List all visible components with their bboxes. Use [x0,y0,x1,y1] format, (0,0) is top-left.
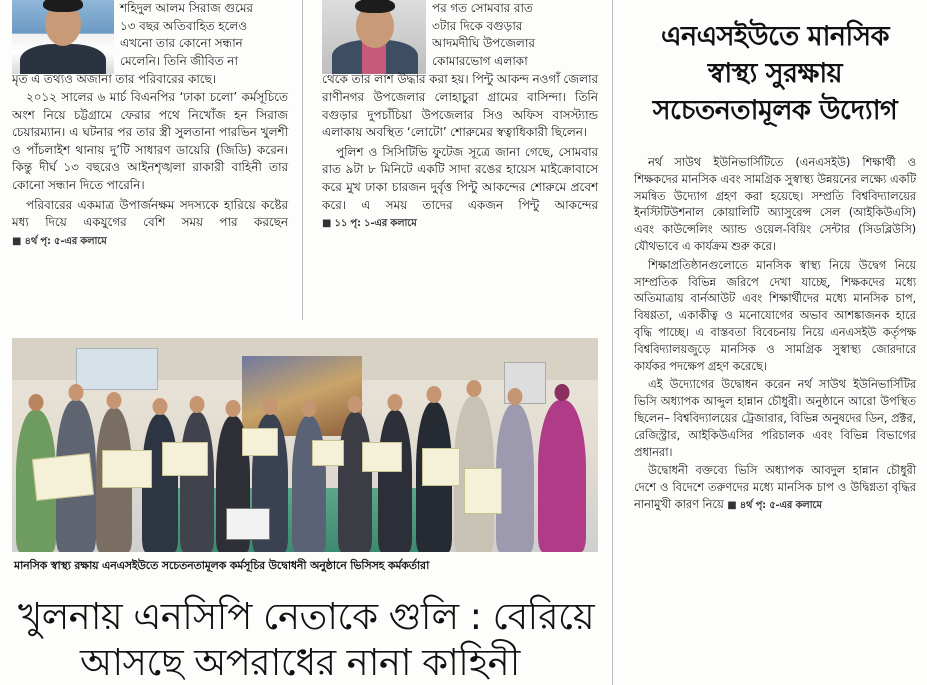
photo-caption: মানসিক স্বাস্থ্য রক্ষায় এনএসইউতে সচেতনতামূলক কর্মসূচির উদ্বোধনী অনুষ্ঠানে ভিসিসহ কর্মকর্তারা [14,559,430,572]
right-story-para: শিক্ষাপ্রতিষ্ঠানগুলোতে মানসিক স্বাস্থ্য নিয়ে উদ্বেগ নিয়ে সাম্প্রতিক বিভিন্ন জরিপে দেখা যাচ্ছে, শিক্ষকদের মধ্যে অতিমাত্রায় বার্নআউট এবং শিক্ষার্থীদের মধ্যে মানসিক চাপ, বিষণ্ণতা, একাকীত্ব ও মনোযোগের অভাব আশঙ্কাজনক হারে বৃদ্ধি পাচ্ছে। এ বাস্তবতা বিবেচনায় নিয়ে এনএসইউ কর্তৃপক্ষ বিশ্ববিদ্যালয়জুড়ে মানসিক ও সামগ্রিক সুস্বাস্থ্য জোরদারে কার্যকর পদক্ষেপ গ্রহণ করেছে। [634,257,916,373]
right-story-para: এই উদ্যোগের উদ্বোধন করেন নর্থ সাউথ ইউনিভার্সিটির ভিসি অধ্যাপক আব্দুল হান্নান চৌধুরী। অনুষ্ঠানে আরো উপস্থিত ছিলেন– বিশ্ববিদ্যালয়ের ট্রেজারার, বিভিন্ন অনুষদের ডিন, প্রক্টর, রেজিস্ট্রার, আইকিউএসির পরিচালক এবং বিভিন্ন বিভাগের প্রধানরা। [634,377,916,459]
column-rule [612,0,613,685]
bottom-headline [18,594,602,685]
right-story-para: উদ্বোধনী বক্তব্যে ভিসি অধ্যাপক আবদুল হান্নান চৌধুরী দেশে ও বিদেশে তরুণদের মধ্যে মানসিক চাপ ও উদ্বিগ্নতা বৃদ্ধির নানামুখী কারণ নিয়ে ■ ৪র্থ পৃ: ৫-এর কলামে [634,463,916,511]
middle-story-para: পুলিশ ও সিসিটিভি ফুটেজ সূত্রে জানা গেছে, সোমবার রাত ৯টা ৮ মিনিটে একটি সাদা রঙের হায়েস মাইক্রোবাসে করে মুখ ঢাকা চারজন দুর্বৃত্ত পিন্টু আকন্দের শোরুমে প্রবেশ করে। এ সময় তাদের একজন পিন্টু আকন্দের ■ ১১ পৃ: ১-এর কলামে [322,144,598,230]
right-story [634,154,916,515]
continued-marker: ■ ৪র্থ পৃ: ৫-এর কলামে [12,235,107,247]
middle-story-line: পর গত সোমবার রাত [432,1,533,15]
middle-story-line: আদমদীঘি উপজেলার [432,36,535,51]
left-story-para: মৃত এ তথ্যও অজানা তার পরিবারের কাছে। [12,72,216,87]
left-story-para: ২০১২ সালের ৬ মার্চ বিএনপির ‘ঢাকা চলো’ কর্মসূচিতে অংশ নিয়ে চট্টগ্রামে ফেরার পথে নিখোঁজ হন সিরাজ চেয়ারম্যান। এ ঘটনার পর তার স্ত্রী সুলতানা পারভিন খুলশী ও পাঁচলাইশ থানায় দু’টি সাধারণ ডায়েরি (জিডি) করেন। কিন্তু দীর্ঘ ১৩ বছরেও আইনশৃঙ্খলা রাকারী বাহিনী তার কোনো সন্ধান দিতে পারেনি। [12,89,288,192]
middle-story-para: থেকে তার লাশ উদ্ধার করা হয়। পিন্টু আকন্দ নওগাঁ জেলার রাণীনগর উপজেলার লোহাচুরা গ্রামের বাসিন্দা। তিনি বগুড়ার দুপচাঁচিয়া উপজেলার সিও অফিস বাসস্ট্যান্ড এলাকায় অবস্থিত ‘লোটো’ শোরুমের স্বত্বাধিকারী ছিলেন। [322,72,598,140]
column-rule [302,0,303,320]
middle-story-line: কোমারভোগ এলাকা [432,53,528,68]
continued-marker: ■ ১১ পৃ: ১-এর কলামে [322,218,417,230]
right-story-para: নর্থ সাউথ ইউনিভার্সিটিতে (এনএসইউ) শিক্ষার্থী ও শিক্ষকদের মানসিক এবং সামগ্রিক সুস্বাস্থ্য উন্নয়নের লক্ষ্যে একটি সমন্বিত উদ্যোগ গ্রহণ করা হয়েছে। সম্প্রতি বিশ্ববিদ্যালয়ের ইনস্টিটিউশনাল কোয়ালিটি অ্যাসুরেন্স সেল (আইকিউএসি) এবং কাউন্সেলিং অ্যান্ড ওয়েল-বিয়িং সেন্টার (সিডব্লিউসি) যৌথভাবে এ কার্যক্রম শুরু করে। [634,155,916,253]
middle-story [322,0,598,233]
right-story-headline: এনএসইউতে মানসিক স্বাস্থ্য সুরক্ষায় সচেতনতামূলক উদ্যোগ [652,21,898,126]
continued-marker: ■ ৪র্থ পৃ: ৫-এর কলামে [727,499,822,511]
left-story-line: শহিদুল আলম সিরাজ গুমের [120,1,253,15]
middle-story-line: ৩টার দিকে বগুড়ার [432,18,523,33]
left-story [12,0,288,250]
left-story-para: পরিবারের একমাত্র উপার্জনক্ষম সদস্যকে হারিয়ে কষ্টের মধ্য দিয়ে একযুগের বেশি সময় পার করছেন ■ ৪র্থ পৃ: ৫-এর কলামে [12,197,288,247]
left-story-line: ১৩ বছর অতিবাহিত হলেও [120,18,248,33]
bottom-headline-line1: খুলনায় এনসিপি নেতাকে গুলি : বেরিয়ে [18,595,595,638]
left-story-line: এখনো তার কোনো সন্ধান [120,36,243,51]
left-story-line: মেলেনি। তিনি জীবিত না [120,53,238,68]
event-photo [12,338,598,552]
bottom-headline-line2: আসছে অপরাধের নানা কাহিনী [80,641,520,684]
